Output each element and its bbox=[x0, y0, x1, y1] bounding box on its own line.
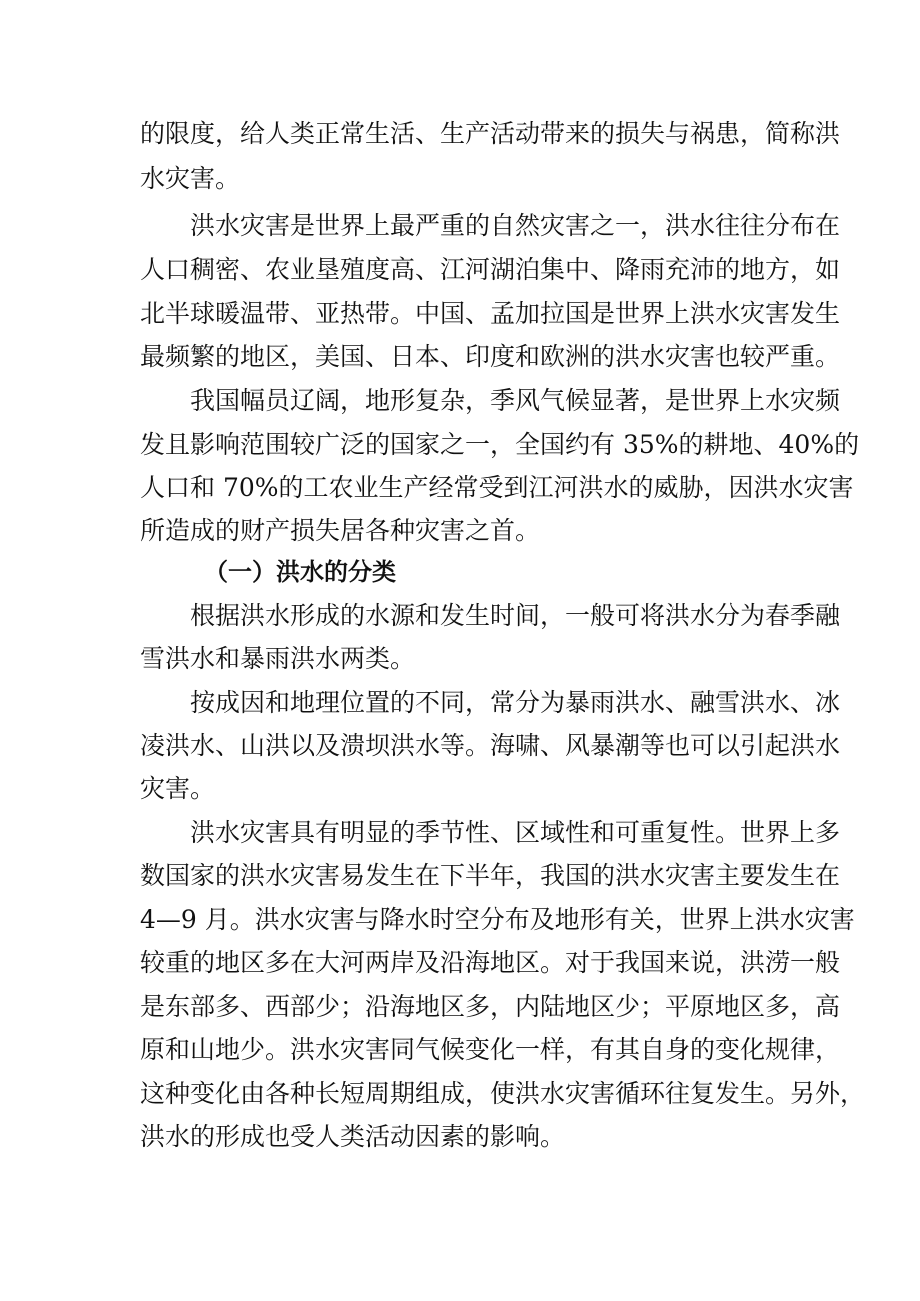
text-line: 这种变化由各种长短周期组成，使洪水灾害循环往复发生。另外， bbox=[140, 1079, 866, 1108]
text-line: 最频繁的地区，美国、日本、印度和欧洲的洪水灾害也较严重。 bbox=[140, 342, 841, 371]
text-line: 发且影响范围较广泛的国家之一，全国约有 35%的耕地、40%的 bbox=[140, 430, 860, 459]
text-line: 较重的地区多在大河两岸及沿海地区。对于我国来说，洪涝一般 bbox=[140, 948, 841, 977]
text-line: 洪水灾害是世界上最严重的自然灾害之一，洪水往往分布在 bbox=[190, 211, 841, 240]
text-line: 按成因和地理位置的不同，常分为暴雨洪水、融雪洪水、冰 bbox=[190, 688, 841, 717]
text-line: 人口和 70%的工农业生产经常受到江河洪水的威胁，因洪水灾害 bbox=[140, 473, 854, 502]
text-line: 数国家的洪水灾害易发生在下半年，我国的洪水灾害主要发生在 bbox=[140, 861, 841, 890]
text-line: 北半球暖温带、亚热带。中国、孟加拉国是世界上洪水灾害发生 bbox=[140, 299, 841, 328]
text-line: 4—9 月。洪水灾害与降水时空分布及地形有关，世界上洪水灾害 bbox=[140, 905, 855, 934]
section-heading: （一）洪水的分类 bbox=[204, 558, 396, 586]
text-line: 雪洪水和暴雨洪水两类。 bbox=[140, 644, 416, 673]
text-line: 我国幅员辽阔，地形复杂，季风气候显著，是世界上水灾频 bbox=[190, 386, 841, 415]
text-line: 凌洪水、山洪以及溃坝洪水等。海啸、风暴潮等也可以引起洪水 bbox=[140, 731, 841, 760]
text-line: 根据洪水形成的水源和发生时间，一般可将洪水分为春季融 bbox=[190, 601, 841, 630]
text-line: 洪水的形成也受人类活动因素的影响。 bbox=[140, 1122, 566, 1151]
text-line: 原和山地少。洪水灾害同气候变化一样，有其自身的变化规律， bbox=[140, 1035, 841, 1064]
text-line: 是东部多、西部少；沿海地区多，内陆地区少；平原地区多，高 bbox=[140, 992, 841, 1021]
text-line: 人口稠密、农业垦殖度高、江河湖泊集中、降雨充沛的地方，如 bbox=[140, 255, 841, 284]
text-line: 洪水灾害具有明显的季节性、区域性和可重复性。世界上多 bbox=[190, 818, 841, 847]
text-line: 所造成的财产损失居各种灾害之首。 bbox=[140, 516, 541, 545]
text-line: 灾害。 bbox=[140, 774, 216, 803]
text-line: 的限度，给人类正常生活、生产活动带来的损失与祸患，简称洪 bbox=[140, 119, 841, 148]
text-line: 水灾害。 bbox=[140, 164, 241, 193]
